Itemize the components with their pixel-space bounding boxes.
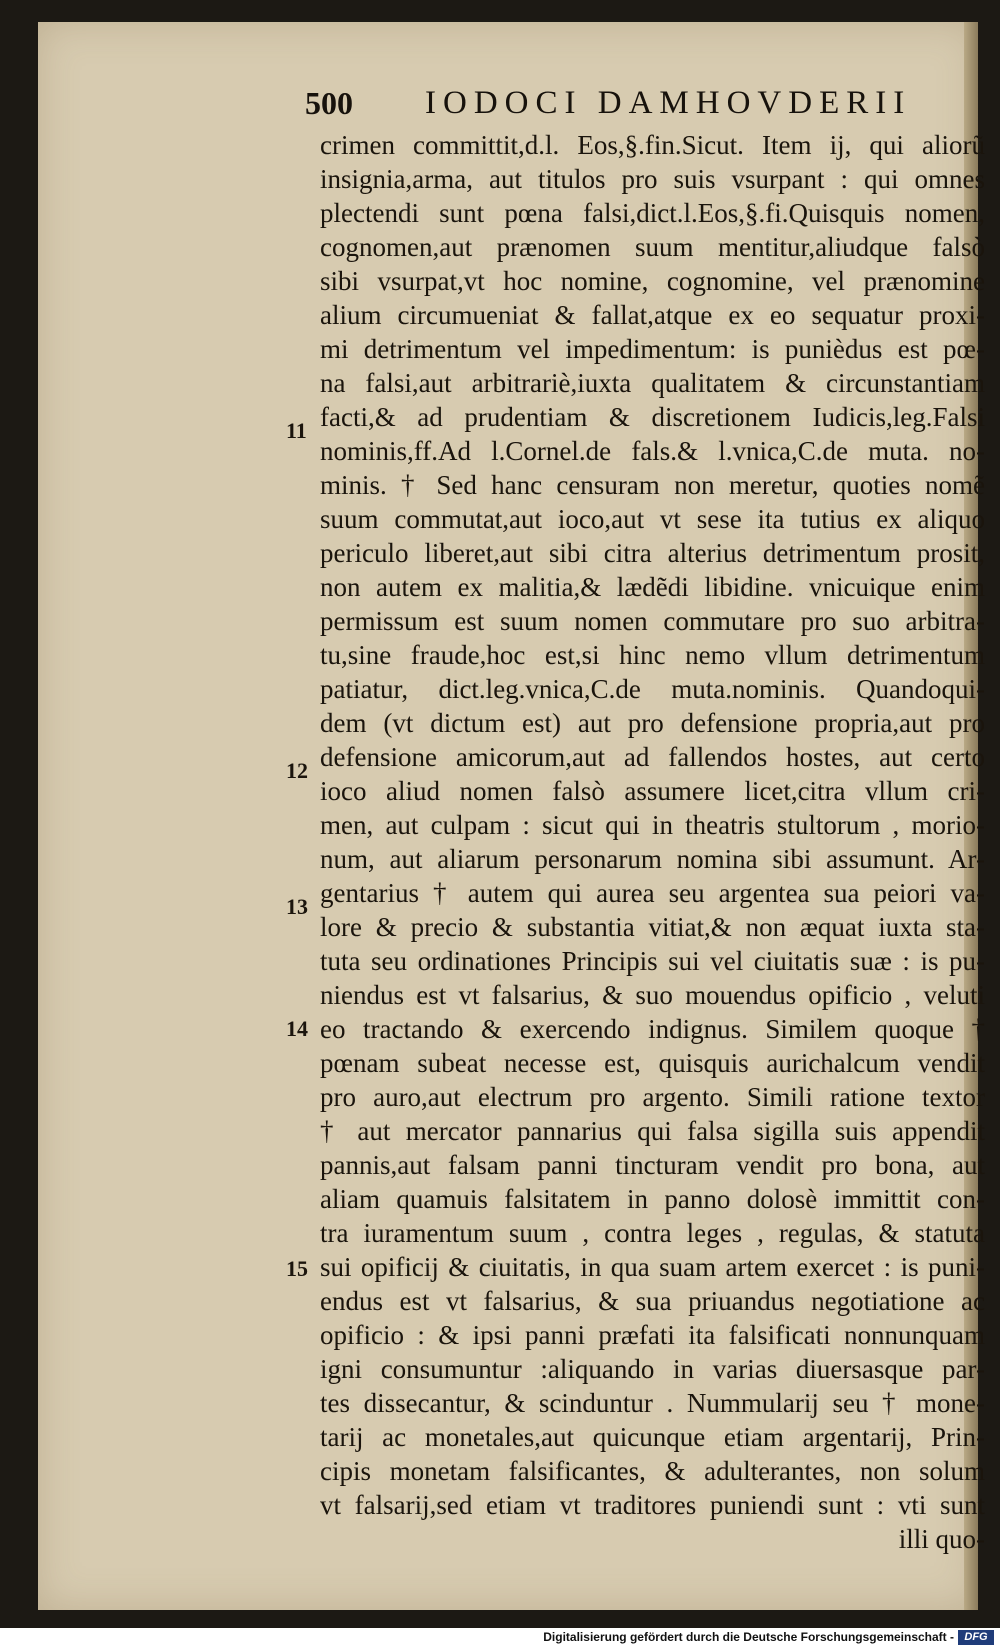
text-line: tes dissecantur, & scinduntur . Nummularij seu † mone- [320, 1388, 985, 1418]
text-line: lore & precio & substantia vitiat,& non æquat iuxta sta- [320, 912, 985, 942]
text-line: permissum est suum nomen commutare pro suo arbitra- [320, 606, 985, 636]
text-line: pannis,aut falsam panni tincturam vendit pro bona, aut [320, 1150, 985, 1180]
text-line: gentarius † autem qui aurea seu argentea sua peiori va- [320, 878, 985, 908]
margin-number: 14 [286, 1016, 308, 1041]
text-line: insignia,arma, aut titulos pro suis vsurpant : qui omnes [320, 164, 985, 194]
text-line: pro auro,aut electrum pro argento. Simili ratione textor [320, 1082, 985, 1112]
text-line: non autem ex malitia,& lædẽdi libidine. vnicuique enim [320, 572, 985, 602]
text-line: minis. † Sed hanc censuram non meretur, quoties nomẽ [320, 470, 985, 500]
text-line: pœnam subeat necesse est, quisquis aurichalcum vendit [320, 1048, 985, 1078]
text-line: sui opificij & ciuitatis, in qua suam artem exercet : is puni- [320, 1252, 985, 1282]
text-line: eo tractando & exercendo indignus. Similem quoque † [320, 1014, 985, 1044]
text-line: tra iuramentum suum , contra leges , regulas, & statuta [320, 1218, 985, 1248]
text-line: tu,sine fraude,hoc est,si hinc nemo vllum detrimentum [320, 640, 985, 670]
text-line: facti,& ad prudentiam & discretionem Iudicis,leg.Falsi [320, 402, 985, 432]
text-line: igni consumuntur :aliquando in varias diuersasque par- [320, 1354, 985, 1384]
text-line: crimen committit,d.l. Eos,§.fin.Sicut. Item ij, qui aliorũ [320, 130, 985, 160]
text-line: dem (vt dictum est) aut pro defensione propria,aut pro [320, 708, 985, 738]
text-line: patiatur, dict.leg.vnica,C.de muta.nominis. Quandoqui- [320, 674, 985, 704]
text-line: endus est vt falsarius, & sua priuandus negotiatione ac [320, 1286, 985, 1316]
margin-number: 11 [286, 418, 307, 443]
margin-number: 15 [286, 1256, 308, 1281]
text-line: opificio : & ipsi panni præfati ita falsificati nonnunquam [320, 1320, 985, 1350]
margin-number: 12 [286, 758, 308, 783]
text-line: ioco aliud nomen falsò assumere licet,citra vllum cri- [320, 776, 985, 806]
body-text [320, 128, 985, 1556]
text-line: nominis,ff.Ad l.Cornel.de fals.& l.vnica,C.de muta. no- [320, 436, 985, 466]
text-line: suum commutat,aut ioco,aut vt sese ita tutius ex aliquo [320, 504, 985, 534]
text-line: niendus est vt falsarius, & suo mouendus opificio , veluti [320, 980, 985, 1010]
text-line: men, aut culpam : sicut qui in theatris stultorum , morio- [320, 810, 985, 840]
footer-bar [0, 1628, 1000, 1648]
text-line: cognomen,aut prænomen suum mentitur,aliudque falsò [320, 232, 985, 262]
text-line: periculo liberet,aut sibi citra alterius detrimentum prosit, [320, 538, 985, 568]
text-line: tarij ac monetales,aut quicunque etiam argentarij, Prin- [320, 1422, 985, 1452]
margin-number: 13 [286, 894, 308, 919]
text-line: defensione amicorum,aut ad fallendos hostes, aut certo [320, 742, 985, 772]
page-header [305, 85, 925, 125]
text-line: mi detrimentum vel impedimentum: is punièdus est pœ- [320, 334, 985, 364]
text-line: aliam quamuis falsitatem in panno dolosè immittit con- [320, 1184, 985, 1214]
text-line: alium circumueniat & fallat,atque ex eo sequatur proxi- [320, 300, 985, 330]
text-line: num, aut aliarum personarum nomina sibi assumunt. Ar- [320, 844, 985, 874]
page-number: 500 [305, 85, 353, 121]
text-line: illi quo- [898, 1524, 985, 1554]
text-line: † aut mercator pannarius qui falsa sigilla suis appendit [320, 1116, 985, 1146]
text-line: vt falsarij,sed etiam vt traditores puniendi sunt : vti sunt [320, 1490, 985, 1520]
funding-credit: Digitalisierung gefördert durch die Deutsche Forschungsgemeinschaft - [543, 1630, 954, 1644]
running-head: IODOCI DAMHOVDERII [425, 85, 912, 121]
text-line: sibi vsurpat,vt hoc nomine, cognomine, vel prænomine [320, 266, 985, 296]
dfg-logo: DFG [958, 1630, 994, 1645]
text-line: plectendi sunt pœna falsi,dict.l.Eos,§.fi.Quisquis nomen, [320, 198, 985, 228]
text-line: tuta seu ordinationes Principis sui vel ciuitatis suæ : is pu- [320, 946, 985, 976]
text-line: cipis monetam falsificantes, & adulterantes, non solum [320, 1456, 985, 1486]
text-line: na falsi,aut arbitrariè,iuxta qualitatem & circunstantiam [320, 368, 985, 398]
